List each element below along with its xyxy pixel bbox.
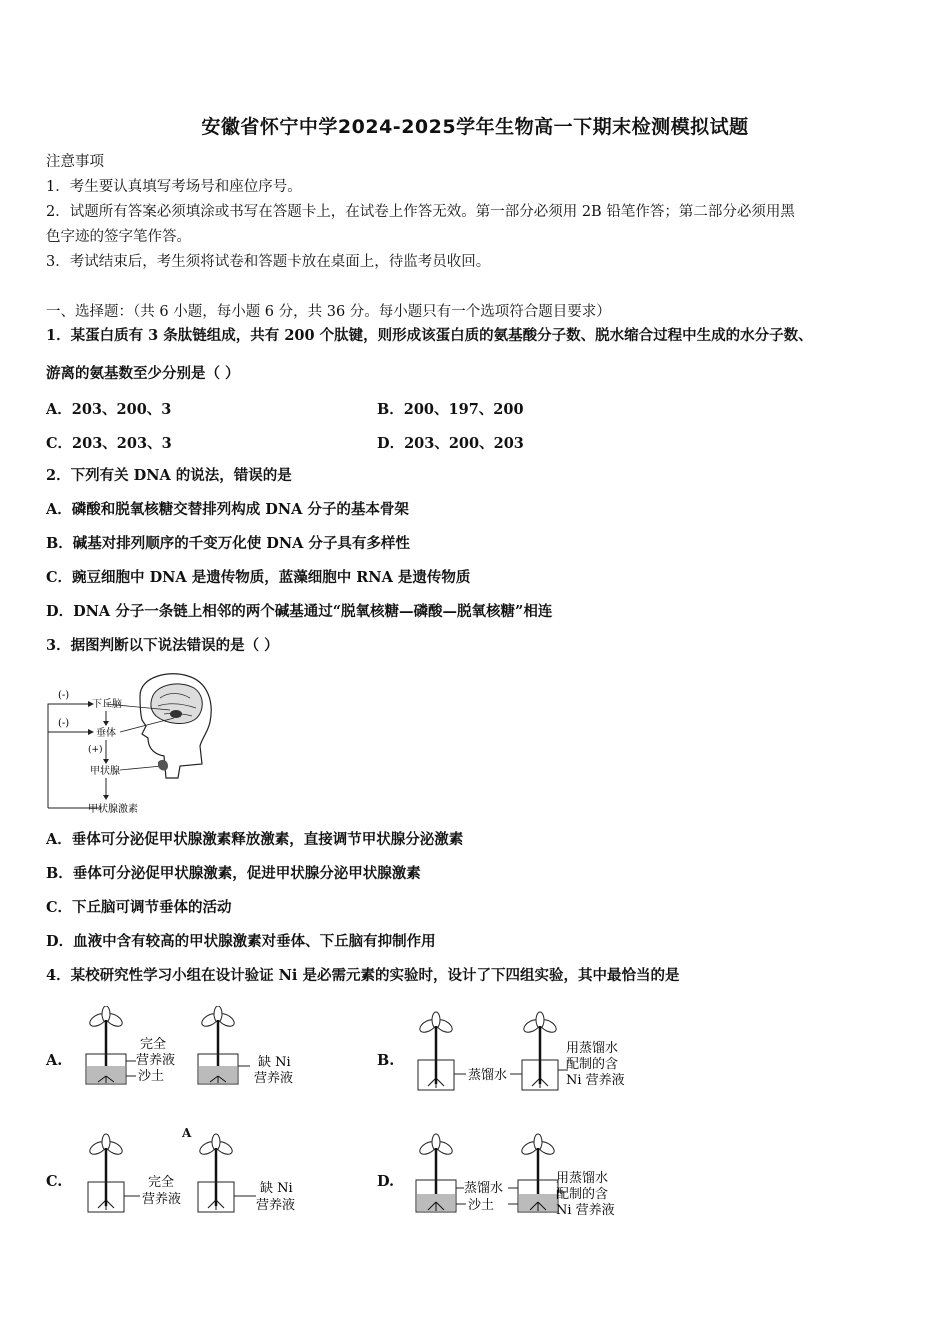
plant-right-icon — [198, 1006, 238, 1084]
q4-label-a: A. — [46, 1052, 63, 1069]
fig-b-left-line1: 蒸馏水 — [468, 1068, 508, 1083]
q4-label-c: C. — [46, 1173, 63, 1190]
fig-c-right-line2: 营养液 — [256, 1198, 296, 1213]
minus-label-1: (-) — [58, 690, 70, 701]
q1-stem-line2: 游离的氨基数至少分别是（ ） — [46, 365, 240, 382]
q4-stem: 4．某校研究性学习小组在设计验证 Ni 是必需元素的实验时，设计了下四组实验，其中最恰当的是 — [46, 967, 680, 984]
plant-left-icon — [418, 1012, 455, 1090]
q2-stem: 2．下列有关 DNA 的说法，错误的是 — [46, 467, 292, 484]
q1-option-b: B．200、197、200 — [377, 401, 524, 418]
fig-b-right-line3: Ni 营养液 — [566, 1073, 625, 1088]
hormone-label: 甲状腺激素 — [88, 804, 138, 815]
pituitary-label: 垂体 — [96, 728, 116, 739]
figure-b — [412, 1010, 642, 1096]
q2-option-a: A．磷酸和脱氧核糖交替排列构成 DNA 分子的基本骨架 — [46, 501, 409, 518]
notice-item-2-cont: 色字迹的签字笔作答。 — [46, 229, 191, 245]
arrow-head-icon — [88, 729, 94, 735]
fig-c-right-line1: 缺 Ni — [260, 1181, 293, 1196]
plus-label: (+) — [88, 745, 103, 755]
plant-right-icon — [522, 1012, 559, 1090]
plant-right-icon — [198, 1134, 235, 1212]
fig-a-right-line2: 营养液 — [254, 1071, 294, 1086]
q1-option-c: C．203、203、3 — [46, 435, 172, 452]
q1-option-d: D．203、200、203 — [377, 435, 524, 452]
thyroid-label: 甲状腺 — [90, 766, 120, 777]
arrow-head-icon — [103, 795, 109, 800]
plant-left-icon — [88, 1134, 125, 1212]
arrow-head-icon — [103, 759, 109, 764]
arrow-head-icon — [103, 721, 109, 726]
q2-option-d: D．DNA 分子一条链上相邻的两个碱基通过“脱氧核糖—磷酸—脱氧核糖”相连 — [46, 603, 553, 620]
notice-item-1: 1．考生要认真填写考场号和座位序号。 — [46, 179, 302, 195]
fig-d-right-line1: 用蒸馏水 — [556, 1171, 609, 1186]
plant-right-icon — [518, 1134, 558, 1212]
figure-c — [78, 1132, 318, 1218]
pituitary-gland-icon — [170, 710, 182, 718]
q3-option-c: C．下丘脑可调节垂体的活动 — [46, 899, 232, 916]
plant-left-icon — [416, 1134, 456, 1212]
fig-a-left-line3: 沙土 — [138, 1069, 165, 1084]
q4-label-d: D. — [377, 1173, 395, 1190]
fig-b-right-line1: 用蒸馏水 — [566, 1041, 619, 1056]
notice-heading: 注意事项 — [46, 154, 104, 170]
fig-a-right-line1: 缺 Ni — [258, 1055, 291, 1070]
endocrine-figure — [40, 668, 220, 818]
figure-a — [78, 1006, 318, 1092]
notice-item-3: 3．考试结束后，考生须将试卷和答题卡放在桌面上，待监考员收回。 — [46, 254, 491, 270]
stray-mark: A — [182, 1126, 192, 1140]
q3-option-d: D．血液中含有较高的甲状腺激素对垂体、下丘脑有抑制作用 — [46, 933, 436, 950]
hypothalamus-label: 下丘脑 — [92, 699, 122, 710]
q3-stem: 3．据图判断以下说法错误的是（ ） — [46, 637, 279, 654]
section-heading: 一、选择题：（共 6 小题，每小题 6 分，共 36 分。每小题只有一个选项符合题目要求） — [46, 304, 611, 320]
q1-stem-line1: 1．某蛋白质有 3 条肽链组成，共有 200 个肽键，则形成该蛋白质的氨基酸分子数、脱水缩合过程中生成的水分子数、 — [46, 327, 813, 344]
notice-item-2: 2．试题所有答案必须填涂或书写在答题卡上，在试卷上作答无效。第一部分必须用 2B 铅笔作答；第二部分必须用黑 — [46, 204, 795, 220]
fig-b-right-line2: 配制的含 — [566, 1057, 619, 1072]
fig-c-left-line2: 营养液 — [142, 1192, 182, 1207]
q1-option-a: A．203、200、3 — [46, 401, 172, 418]
fig-c-left-line1: 完全 — [148, 1175, 175, 1190]
page-title: 安徽省怀宁中学2024-2025学年生物高一下期末检测模拟试题 — [201, 116, 749, 138]
q2-option-b: B．碱基对排列顺序的千变万化使 DNA 分子具有多样性 — [46, 535, 410, 552]
plant-left-icon — [86, 1006, 126, 1084]
figure-d — [412, 1132, 642, 1222]
minus-label-2: (-) — [58, 718, 70, 729]
fig-d-right-line3: Ni 营养液 — [556, 1203, 615, 1218]
fig-d-left-line2: 沙土 — [468, 1198, 495, 1213]
q4-label-b: B. — [377, 1052, 395, 1069]
q2-option-c: C．豌豆细胞中 DNA 是遗传物质，蓝藻细胞中 RNA 是遗传物质 — [46, 569, 471, 586]
fig-d-right-line2: 配制的含 — [556, 1187, 609, 1202]
fig-a-left-line2: 营养液 — [136, 1053, 176, 1068]
fig-a-left-line1: 完全 — [140, 1037, 167, 1052]
fig-d-left-line1: 蒸馏水 — [464, 1181, 504, 1196]
pointer-line — [120, 766, 162, 770]
q3-option-b: B．垂体可分泌促甲状腺激素，促进甲状腺分泌甲状腺激素 — [46, 865, 421, 882]
q3-option-a: A．垂体可分泌促甲状腺激素释放激素，直接调节甲状腺分泌激素 — [46, 831, 464, 848]
